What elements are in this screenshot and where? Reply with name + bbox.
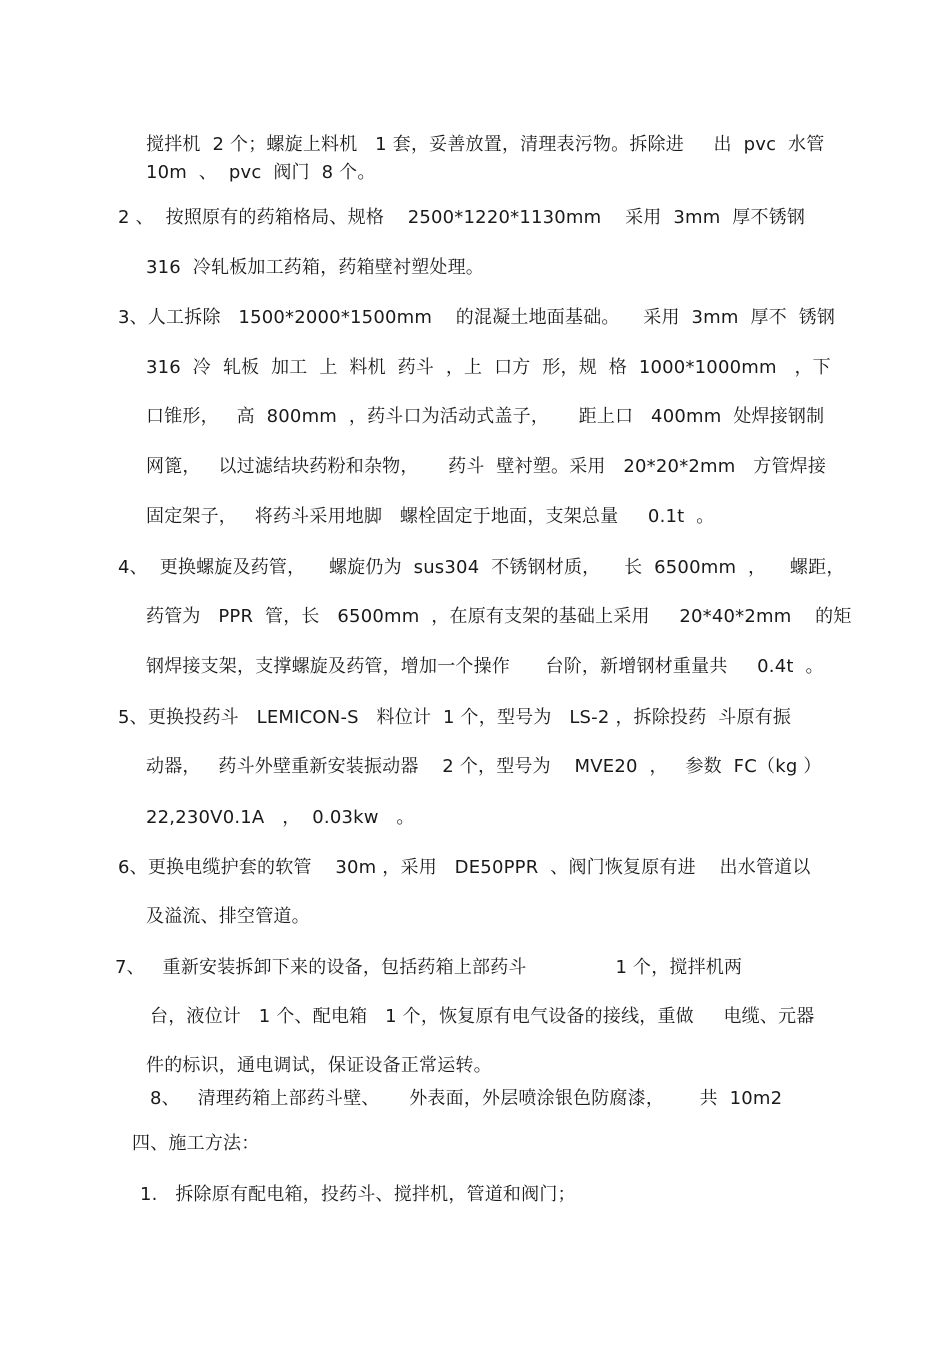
text-line: 2 、 按照原有的药箱格局、规格 2500*1220*1130mm 采用 3mm 厚不锈钢 bbox=[118, 207, 806, 228]
text-line: 4、 更换螺旋及药管， 螺旋仍为 sus304 不锈钢材质， 长 6500mm ， 螺距， bbox=[118, 557, 845, 578]
text-line: 件的标识，通电调试，保证设备正常运转。 bbox=[146, 1055, 492, 1076]
text-line: 10m 、 pvc 阀门 8 个。 bbox=[146, 162, 376, 183]
text-line: 搅拌机 2 个；螺旋上料机 1 套，妥善放置，清理表污物。拆除进 出 pvc 水管 bbox=[146, 134, 825, 155]
text-line: 316 冷轧板加工药箱，药箱壁衬塑处理。 bbox=[146, 257, 484, 278]
text-line: 3、人工拆除 1500*2000*1500mm 的混凝土地面基础。 采用 3mm 厚不 锈钢 bbox=[118, 307, 836, 328]
text-line: 药管为 PPR 管，长 6500mm ，在原有支架的基础上采用 20*40*2mm 的矩 bbox=[146, 606, 852, 627]
section-heading: 四、施工方法： bbox=[132, 1133, 260, 1154]
text-line: 及溢流、排空管道。 bbox=[146, 906, 310, 927]
text-line: 固定架子， 将药斗采用地脚 螺栓固定于地面，支架总量 0.1t 。 bbox=[146, 506, 715, 527]
text-line: 6、更换电缆护套的软管 30m ，采用 DE50PPR 、阀门恢复原有进 出水管道以 bbox=[118, 857, 811, 878]
text-line: 钢焊接支架，支撑螺旋及药管，增加一个操作 台阶，新增钢材重量共 0.4t 。 bbox=[146, 656, 824, 677]
text-line: 22,230V0.1A ， 0.03kw 。 bbox=[146, 807, 415, 828]
text-line: 口锥形， 高 800mm ，药斗口为活动式盖子， 距上口 400mm 处焊接钢制 bbox=[146, 406, 825, 427]
text-line: 1. 拆除原有配电箱，投药斗、搅拌机，管道和阀门； bbox=[140, 1184, 576, 1205]
text-line: 动器， 药斗外壁重新安装振动器 2 个，型号为 MVE20 ， 参数 FC（kg ） bbox=[146, 756, 822, 777]
text-line: 网篦， 以过滤结块药粉和杂物， 药斗 壁衬塑。采用 20*20*2mm 方管焊接 bbox=[146, 456, 827, 477]
text-line: 7、 重新安装拆卸下来的设备，包括药箱上部药斗 1 个，搅拌机两 bbox=[115, 957, 743, 978]
text-line: 8、 清理药箱上部药斗壁、 外表面，外层喷涂银色防腐漆， 共 10m2 bbox=[150, 1088, 783, 1109]
text-line: 台，液位计 1 个、配电箱 1 个，恢复原有电气设备的接线，重做 电缆、元器 bbox=[150, 1006, 815, 1027]
text-line: 316 冷 轧板 加工 上 料机 药斗 ，上 口方 形，规 格 1000*1000mm ，下 bbox=[146, 357, 831, 378]
text-line: 5、更换投药斗 LEMICON-S 料位计 1 个，型号为 LS-2 ，拆除投药 斗原有振 bbox=[118, 707, 792, 728]
